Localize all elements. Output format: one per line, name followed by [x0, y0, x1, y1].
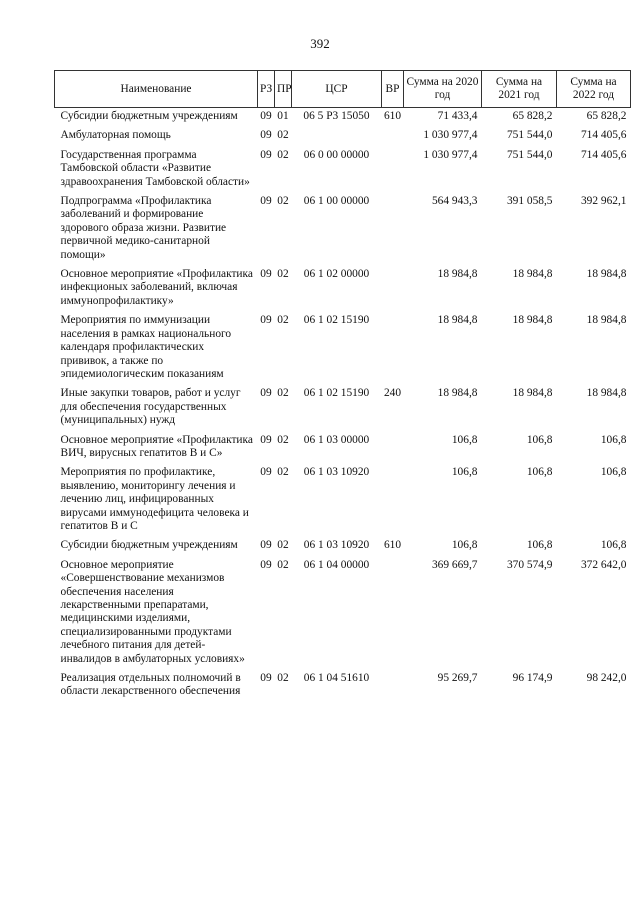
cell-2021: 751 544,0 — [506, 148, 553, 161]
table-row — [55, 147, 631, 193]
header-vr: ВР — [382, 71, 404, 108]
cell-2021: 106,8 — [526, 539, 553, 552]
cell-pr: 02 — [277, 539, 289, 552]
budget-table — [54, 70, 631, 703]
table-row — [55, 127, 631, 146]
cell-2022: 392 962,1 — [580, 195, 627, 208]
cell-csr: 06 1 03 00000 — [303, 433, 370, 446]
cell-2022: 714 405,6 — [580, 148, 627, 161]
cell-name: Амбулаторная помощь — [60, 129, 171, 142]
cell-2020: 95 269,7 — [437, 672, 478, 685]
cell-vr — [382, 432, 404, 465]
table-row — [55, 312, 631, 385]
cell-2020: 106,8 — [451, 466, 478, 479]
header-2022: Сумма на 2022 год — [557, 71, 631, 108]
cell-2022: 106,8 — [600, 433, 627, 446]
table-body — [55, 108, 631, 703]
header-name: Наименование — [55, 71, 258, 108]
cell-rz: 09 — [260, 466, 272, 479]
cell-csr: 06 1 04 51610 — [303, 672, 370, 685]
cell-rz: 09 — [260, 433, 272, 446]
cell-rz: 09 — [260, 268, 272, 281]
cell-vr — [382, 266, 404, 312]
table-row — [55, 557, 631, 670]
cell-name: Мероприятия по иммунизации населения в рамках национального календаря профилактических прививок, а также по эпидемиологическим показаниям — [60, 314, 232, 380]
cell-rz: 09 — [260, 539, 272, 552]
cell-name: Мероприятия по профилактике, выявлению, мониторингу лечения и лечению лиц, инфицированных вирусами иммунодефицита человека и гепатитов В и С — [60, 466, 249, 532]
table-row — [55, 266, 631, 312]
cell-rz: 09 — [260, 558, 272, 571]
cell-2020: 18 984,8 — [437, 387, 478, 400]
cell-csr: 06 1 03 10920 — [303, 466, 370, 479]
cell-csr: 06 0 00 00000 — [303, 148, 370, 161]
cell-vr: 240 — [383, 387, 402, 400]
table-row — [55, 432, 631, 465]
cell-vr — [382, 670, 404, 703]
cell-rz: 09 — [260, 110, 272, 122]
cell-rz: 09 — [260, 148, 272, 161]
cell-vr — [382, 193, 404, 266]
cell-pr: 02 — [277, 387, 289, 400]
cell-pr: 02 — [277, 129, 289, 142]
cell-vr — [382, 312, 404, 385]
cell-vr — [382, 127, 404, 146]
cell-2020: 106,8 — [451, 539, 478, 552]
cell-2020: 1 030 977,4 — [423, 129, 478, 142]
cell-csr — [292, 127, 382, 146]
cell-pr: 02 — [277, 314, 289, 327]
cell-name: Основное мероприятие «Профилактика инфекционых заболеваний, включая иммунопрофилактику» — [60, 268, 253, 307]
cell-name: Основное мероприятие «Совершенствование механизмов обеспечения населения лекарственными препаратами, медицинскими изделиями, специализированными продуктами лечебного питания для детей-инвалидов в амбулаторных условиях» — [60, 558, 245, 665]
cell-pr: 02 — [277, 466, 289, 479]
cell-pr: 01 — [277, 110, 289, 122]
cell-2020: 106,8 — [451, 433, 478, 446]
cell-name: Основное мероприятие «Профилактика ВИЧ, вирусных гепатитов В и С» — [60, 433, 253, 459]
cell-2020: 18 984,8 — [437, 268, 478, 281]
cell-2021: 65 828,2 — [512, 110, 553, 122]
cell-csr: 06 1 03 10920 — [303, 539, 370, 552]
cell-2021: 106,8 — [526, 466, 553, 479]
cell-vr: 610 — [383, 539, 402, 552]
cell-rz: 09 — [260, 387, 272, 400]
cell-csr: 06 1 02 00000 — [303, 268, 370, 281]
cell-vr — [382, 147, 404, 193]
cell-2020: 18 984,8 — [437, 314, 478, 327]
cell-rz: 09 — [260, 672, 272, 685]
cell-pr: 02 — [277, 195, 289, 208]
header-pr: ПР — [275, 71, 292, 108]
cell-name: Реализация отдельных полномочий в области лекарственного обеспечения — [60, 672, 241, 698]
cell-vr: 610 — [383, 110, 402, 122]
table-row — [55, 670, 631, 703]
table-row — [55, 108, 631, 128]
cell-2021: 391 058,5 — [506, 195, 553, 208]
table-row — [55, 385, 631, 431]
cell-csr: 06 1 04 00000 — [303, 558, 370, 571]
cell-2022: 106,8 — [600, 466, 627, 479]
cell-2022: 98 242,0 — [586, 672, 627, 685]
page-number: 392 — [310, 36, 330, 51]
cell-name: Субсидии бюджетным учреждениям — [60, 539, 238, 552]
cell-2022: 106,8 — [600, 539, 627, 552]
cell-name: Государственная программа Тамбовской области «Развитие здравоохранения Тамбовской области» — [60, 148, 250, 188]
table-row — [55, 464, 631, 537]
cell-pr: 02 — [277, 672, 289, 685]
cell-2021: 751 544,0 — [506, 129, 553, 142]
table-row — [55, 193, 631, 266]
cell-2021: 96 174,9 — [512, 672, 553, 685]
cell-rz: 09 — [260, 195, 272, 208]
cell-2022: 18 984,8 — [586, 268, 627, 281]
cell-2022: 372 642,0 — [580, 558, 627, 571]
cell-2020: 1 030 977,4 — [423, 148, 478, 161]
cell-vr — [382, 557, 404, 670]
cell-csr: 06 1 00 00000 — [303, 195, 370, 208]
cell-2021: 106,8 — [526, 433, 553, 446]
header-2020: Сумма на 2020 год — [404, 71, 482, 108]
cell-2021: 370 574,9 — [506, 558, 553, 571]
cell-name: Подпрограмма «Профилактика заболеваний и формирование здорового образа жизни. Развитие первичной медико-санитарной помощи» — [60, 195, 227, 261]
cell-2021: 18 984,8 — [512, 268, 553, 281]
cell-pr: 02 — [277, 268, 289, 281]
cell-rz: 09 — [260, 129, 272, 142]
table-row — [55, 537, 631, 556]
cell-2022: 18 984,8 — [586, 314, 627, 327]
cell-csr: 06 1 02 15190 — [303, 314, 370, 327]
cell-2021: 18 984,8 — [512, 387, 553, 400]
header-2021: Сумма на 2021 год — [482, 71, 557, 108]
cell-pr: 02 — [277, 558, 289, 571]
cell-vr — [382, 464, 404, 537]
cell-2020: 369 669,7 — [431, 558, 478, 571]
header-csr: ЦСР — [292, 71, 382, 108]
cell-2020: 564 943,3 — [431, 195, 478, 208]
cell-pr: 02 — [277, 433, 289, 446]
cell-2022: 65 828,2 — [586, 110, 627, 122]
header-rz: РЗ — [258, 71, 275, 108]
cell-csr: 06 1 02 15190 — [303, 387, 370, 400]
cell-2020: 71 433,4 — [437, 110, 478, 122]
cell-csr: 06 5 Р3 15050 — [303, 110, 370, 122]
cell-rz: 09 — [260, 314, 272, 327]
cell-2022: 714 405,6 — [580, 129, 627, 142]
cell-pr: 02 — [277, 148, 289, 161]
cell-2021: 18 984,8 — [512, 314, 553, 327]
cell-name: Иные закупки товаров, работ и услуг для обеспечения государственных (муниципальных) нужд — [60, 387, 241, 427]
cell-2022: 18 984,8 — [586, 387, 627, 400]
cell-name: Субсидии бюджетным учреждениям — [60, 110, 238, 122]
table-header-row — [55, 71, 631, 108]
